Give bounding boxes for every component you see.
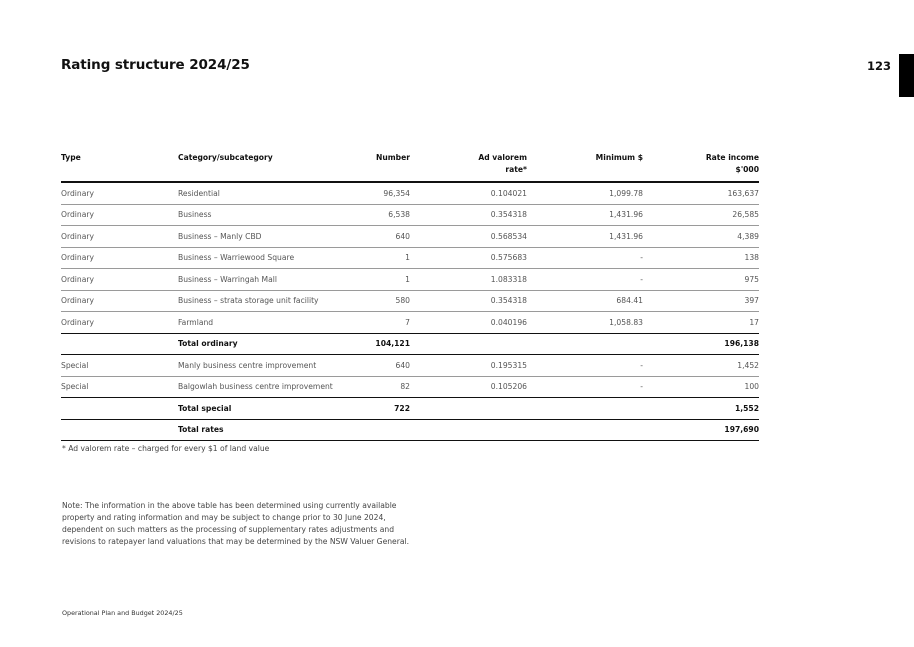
table-row (61, 312, 759, 334)
cell-type: Ordinary (61, 312, 178, 334)
cell-ad-valorem (410, 398, 527, 420)
cell-minimum (527, 419, 643, 441)
cell-type: Ordinary (61, 247, 178, 269)
cell-ad-valorem: 0.568534 (410, 226, 527, 248)
header-type: Type (61, 152, 178, 182)
cell-type (61, 398, 178, 420)
cell-number: 1 (348, 269, 410, 291)
cell-ad-valorem (410, 333, 527, 355)
cell-type: Special (61, 376, 178, 398)
cell-number (348, 419, 410, 441)
table-row (61, 247, 759, 269)
table-row (61, 290, 759, 312)
cell-minimum: 684.41 (527, 290, 643, 312)
cell-ad-valorem: 0.354318 (410, 290, 527, 312)
cell-ad-valorem: 1.083318 (410, 269, 527, 291)
cell-number: 82 (348, 376, 410, 398)
rating-structure-table (61, 152, 759, 441)
cell-income: 26,585 (643, 204, 759, 226)
cell-number: 640 (348, 226, 410, 248)
cell-category: Business – strata storage unit facility (178, 290, 348, 312)
cell-category: Business – Warringah Mall (178, 269, 348, 291)
cell-category: Business – Warriewood Square (178, 247, 348, 269)
header-rate-income-line1: Rate income (705, 153, 759, 162)
cell-type (61, 333, 178, 355)
cell-category: Total special (178, 398, 348, 420)
cell-ad-valorem: 0.354318 (410, 204, 527, 226)
table-row (61, 204, 759, 226)
cell-minimum: - (527, 355, 643, 377)
cell-ad-valorem: 0.040196 (410, 312, 527, 334)
ad-valorem-footnote: * Ad valorem rate – charged for every $1 of land value (62, 444, 270, 453)
cell-number: 1 (348, 247, 410, 269)
table-row (61, 269, 759, 291)
table-header-row (61, 152, 759, 182)
cell-income: 397 (643, 290, 759, 312)
cell-type: Ordinary (61, 269, 178, 291)
page-title: Rating structure 2024/25 (61, 57, 250, 73)
cell-type: Ordinary (61, 290, 178, 312)
page-footer: Operational Plan and Budget 2024/25 (62, 609, 183, 617)
cell-category: Farmland (178, 312, 348, 334)
cell-ad-valorem: 0.575683 (410, 247, 527, 269)
cell-ad-valorem (410, 419, 527, 441)
header-number: Number (348, 152, 410, 182)
cell-income: 163,637 (643, 182, 759, 204)
header-ad-valorem-line2: rate* (505, 165, 527, 174)
cell-minimum: - (527, 376, 643, 398)
cell-number: 7 (348, 312, 410, 334)
total-ordinary-row (61, 333, 759, 355)
cell-number: 640 (348, 355, 410, 377)
page-tab-marker (899, 54, 914, 97)
cell-income: 100 (643, 376, 759, 398)
table-note: Note: The information in the above table has been determined using currently available property and rating information and may be subject to change prior to 30 June 2024, dependent on such matters as the processing of supplementary rates adjustments and revisions to ratepayer land valuations that may be determined by the NSW Valuer General. (62, 501, 410, 546)
cell-income: 975 (643, 269, 759, 291)
table-row (61, 355, 759, 377)
cell-income: 138 (643, 247, 759, 269)
cell-number: 104,121 (348, 333, 410, 355)
cell-type: Ordinary (61, 226, 178, 248)
cell-number: 6,538 (348, 204, 410, 226)
cell-minimum: 1,099.78 (527, 182, 643, 204)
cell-category: Balgowlah business centre improvement (178, 376, 348, 398)
cell-minimum: 1,058.83 (527, 312, 643, 334)
cell-type: Special (61, 355, 178, 377)
cell-category: Total ordinary (178, 333, 348, 355)
total-rates-row (61, 419, 759, 441)
cell-number: 722 (348, 398, 410, 420)
cell-category: Business (178, 204, 348, 226)
cell-minimum: - (527, 247, 643, 269)
cell-income: 1,452 (643, 355, 759, 377)
cell-category: Business – Manly CBD (178, 226, 348, 248)
cell-type: Ordinary (61, 204, 178, 226)
cell-income: 4,389 (643, 226, 759, 248)
cell-income: 1,552 (643, 398, 759, 420)
cell-minimum (527, 398, 643, 420)
header-category: Category/subcategory (178, 152, 348, 182)
total-special-row (61, 398, 759, 420)
cell-minimum (527, 333, 643, 355)
cell-number: 580 (348, 290, 410, 312)
cell-number: 96,354 (348, 182, 410, 204)
page-number: 123 (867, 59, 892, 73)
header-minimum: Minimum $ (527, 152, 643, 182)
cell-income: 17 (643, 312, 759, 334)
cell-minimum: 1,431.96 (527, 204, 643, 226)
table-row (61, 376, 759, 398)
cell-category: Total rates (178, 419, 348, 441)
cell-ad-valorem: 0.104021 (410, 182, 527, 204)
cell-ad-valorem: 0.195315 (410, 355, 527, 377)
table-row (61, 182, 759, 204)
cell-category: Manly business centre improvement (178, 355, 348, 377)
cell-category: Residential (178, 182, 348, 204)
cell-income: 197,690 (643, 419, 759, 441)
cell-minimum: 1,431.96 (527, 226, 643, 248)
cell-income: 196,138 (643, 333, 759, 355)
table-row (61, 226, 759, 248)
header-ad-valorem (410, 152, 527, 182)
cell-minimum: - (527, 269, 643, 291)
cell-type (61, 419, 178, 441)
header-ad-valorem-line1: Ad valorem (478, 153, 527, 162)
header-rate-income-line2: $'000 (735, 165, 759, 174)
cell-type: Ordinary (61, 182, 178, 204)
header-rate-income (643, 152, 759, 182)
cell-ad-valorem: 0.105206 (410, 376, 527, 398)
